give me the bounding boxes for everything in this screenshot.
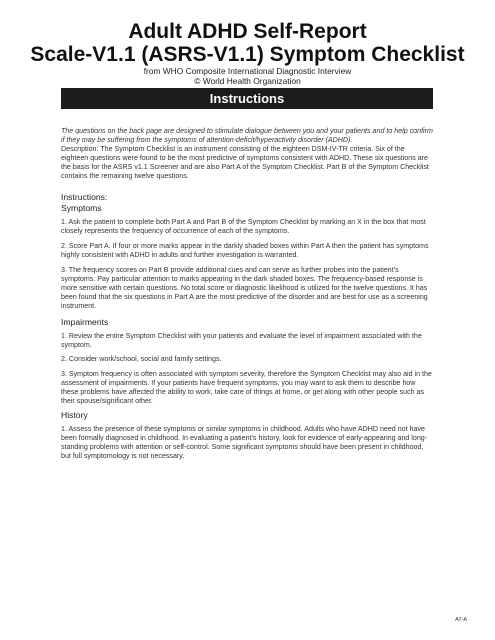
list-item	[61, 266, 433, 311]
document-subtitle-copyright: © World Health Organization	[194, 76, 301, 86]
list-item	[61, 332, 433, 350]
impairments-heading: Impairments	[61, 316, 109, 327]
page-footer-code: AT-A	[455, 617, 467, 623]
document-title-line1: Adult ADHD Self-Report	[128, 20, 367, 43]
description-paragraph: Description: The Symptom Checklist is an instrument consisting of the eighteen DSM-IV-TR criteria. Six of the eighteen questions were found to be the most predictive of symptoms consistent with ADHD. These six questions are the basis for the ASRS v1.1 Screener and are also Part A of the Symptom Checklist. Part B of the Symptom Checklist contains the remaining twelve questions.	[61, 144, 429, 180]
instructions-banner	[61, 88, 433, 109]
document-subtitle-source: from WHO Composite International Diagnostic Interview	[143, 66, 352, 76]
document-title-line2: Scale-V1.1 (ASRS-V1.1) Symptom Checklist	[30, 43, 465, 66]
intro-italic-paragraph: The questions on the back page are designed to stimulate dialogue between you and your patients and to help confirm if they may be suffering from the symptoms of attention-deficit/hyperactivity disorder (ADHD).	[61, 127, 433, 144]
impairments-item-1: 1. Review the entire Symptom Checklist with your patients and evaluate the level of impairment associated with the symptom.	[61, 331, 422, 349]
symptoms-item-3: 3. The frequency scores on Part B provide additional cues and can serve as further probes into the patient’s symptoms. Pay particular attention to marks appearing in the dark shaded boxes. The frequency-based response is more sensitive with certain questions. No total score or diagnostic likelihood is utilized for the twelve questions. It has been found that the six questions in Part A are the most predictive of the disorder and are best for use as a screening instrument.	[61, 266, 428, 310]
list-item	[61, 370, 433, 406]
list-item	[61, 425, 433, 461]
history-item-1: 1. Assess the presence of these symptoms or similar symptoms in childhood. Adults who have ADHD need not have been formally diagnosed in childhood. In evaluating a patient’s history, look for evidence of early-appearing and long-standing problems with attention or self-control. Some significant symptoms should have been present in childhood, but full symptomology is not necessary.	[61, 424, 428, 460]
symptoms-heading: Symptoms	[61, 203, 102, 214]
list-item	[61, 355, 433, 364]
impairments-item-2: 2. Consider work/school, social and family settings.	[61, 355, 222, 364]
document-body	[61, 127, 433, 461]
symptoms-item-2: 2. Score Part A. If four or more marks appear in the darkly shaded boxes within Part A then the patient has symptoms highly consistent with ADHD in adults and further investigation is warranted.	[61, 242, 429, 260]
impairments-list	[61, 332, 433, 406]
list-item	[61, 242, 433, 260]
list-item	[61, 218, 433, 236]
impairments-item-3: 3. Symptom frequency is often associated with symptom severity, therefore the Symptom Checklist may also aid in the assessment of impairments. If your patients have frequent symptoms, you may want to ask them to describe how these problems have affected the ability to work, take care of things at home, or get along with other people such as their spouse/significant other.	[61, 370, 432, 406]
instructions-banner-label: Instructions	[209, 91, 285, 106]
symptoms-list	[61, 218, 433, 310]
history-list	[61, 425, 433, 461]
history-heading: History	[61, 409, 88, 420]
symptoms-item-1: 1. Ask the patient to complete both Part A and Part B of the Symptom Checklist by marking an X in the box that most closely represents the frequency of occurrence of each of the symptoms.	[61, 218, 426, 236]
instructions-label: Instructions:	[61, 192, 108, 203]
